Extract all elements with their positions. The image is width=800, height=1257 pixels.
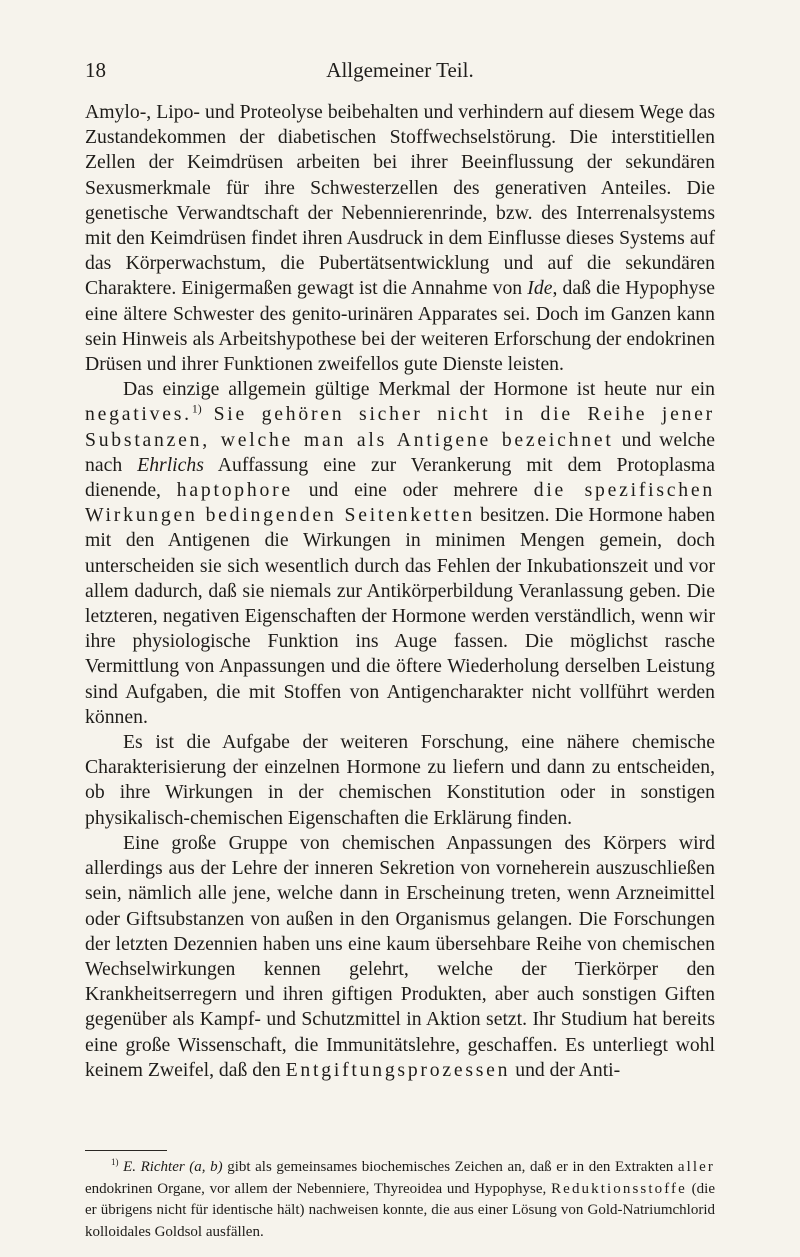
paragraph-2-text-f: Auffassung eine zur Verankerung mit dem Protoplasma dienende,	[85, 453, 715, 502]
footnote-text-a: gibt als gemeinsames biochemisches Zeichen an, daß er in den Extrakten	[222, 1159, 678, 1175]
footnote-text-e: (die er übrigens nicht für identische hält) nachweisen konnte, die aus einer Lösung von Gold-Natriumchlorid kolloidales Goldsol ausfällen.	[85, 1180, 716, 1240]
page-header	[85, 58, 715, 88]
footnote-reference: 1)	[191, 401, 202, 416]
author-name-ehrlich: Ehrlichs	[137, 453, 204, 476]
running-head: Allgemeiner Teil.	[326, 58, 474, 82]
footnote-marker: 1)	[111, 1157, 119, 1167]
paragraph-2-text-e: und welche nach	[85, 428, 715, 476]
footnote-text-c: endokrinen Organe, vor allem der Nebenniere, Thyreoidea und Hypophyse,	[85, 1180, 552, 1197]
emphasis-antigene: Sie gehören sicher nicht in die Reihe jener Substanzen, welche man als Antigene bezeichnet	[85, 403, 715, 451]
body-text	[85, 100, 715, 1083]
author-name-ide: Ide	[527, 277, 553, 300]
emphasis-entgiftungsprozessen: Entgiftungsprozessen	[285, 1058, 511, 1081]
paragraph-3	[85, 730, 715, 831]
paragraph-1-end: , daß die Hypophyse eine ältere Schwester des genito-urinären Apparates sei. Doch im Ganzen kann sein Hinweis als Arbeitshypothese bei der weiteren Erforschung der endokrinen Drüsen und ihrer Funktionen zweifellos gute Dienste leisten.	[85, 277, 715, 376]
paragraph-2-text-h: und eine oder mehrere	[292, 479, 534, 502]
paragraph-4-text: Eine große Gruppe von chemischen Anpassungen des Körpers wird allerdings aus der Lehre der inneren Sekretion von vorneherein auszuschließen sein, nämlich alle jene, welche dann in Erscheinung treten, wenn Arzneimittel oder Giftsubstanzen von außen in den Organismus gelangen. Die Forschungen der letzten Dezennien haben uns eine kaum übersehbare Reihe von chemischen Wechselwirkungen kennen gelehrt, welche der Tierkörper den Krankheitserregern und ihren giftigen Produkten, aber auch sonstigen Giften gegenüber als Kampf- und Schutzmittel in Aktion setzt. Ihr Studium hat bereits eine große Wissenschaft, die Immunitätslehre, geschaffen. Es unterliegt wohl keinem Zweifel, daß den	[85, 831, 715, 1081]
footnote	[85, 1157, 715, 1243]
footnote-emphasis-aller: aller	[677, 1159, 715, 1175]
footnote-emphasis-reduktionsstoffe: Reduktionsstoffe	[551, 1180, 687, 1197]
paragraph-2	[85, 377, 715, 730]
paragraph-1-text: Amylo-, Lipo- und Proteolyse beibehalten und verhindern auf diesem Wege das Zustandekommen der diabetischen Stoffwechselstörung. Die interstitiellen Zellen der Keimdrüsen arbeiten bei ihrer Beeinflussung der sekundären Sexusmerkmale für ihre Schwesterzellen des generativen Anteiles. Die genetische Verwandtschaft der Nebennierenrinde, bzw. des Interrenalsystems mit den Keimdrüsen findet ihren Ausdruck in dem Einflusse dieses Systems auf das Körperwachstum, die Pubertätsentwicklung und auf die sekundären Charaktere. Einigermaßen gewagt ist die Annahme von	[85, 101, 715, 300]
paragraph-4-end: und der Anti-	[510, 1058, 621, 1081]
emphasis-seitenketten: die spezifischen Wirkungen bedingenden Seitenketten	[85, 479, 715, 527]
paragraph-3-text: Es ist die Aufgabe der weiteren Forschung, eine nähere chemische Charakterisierung der einzelnen Hormone zu liefern und dann zu entscheiden, ob ihre Wirkungen in der chemischen Konstitution oder in sonstigen physikalisch-chemischen Eigenschaften die Erklärung finden.	[85, 731, 715, 829]
emphasis-negatives: negatives.	[85, 403, 192, 426]
paragraph-1	[85, 100, 715, 377]
page-number: 18	[85, 58, 106, 82]
footnote-rule	[85, 1150, 167, 1151]
paragraph-2-text-j: besitzen. Die Hormone haben mit den Antigenen die Wirkungen in minimen Mengen gemein, doch unterscheiden sie sich wesentlich durch das Fehlen der Inkubationszeit und vor allem dadurch, daß sie niemals zur Antikörperbildung Veranlassung geben. Die letzteren, negativen Eigenschaften der Hormone werden verständlich, wenn wir ihre physiologische Funktion ins Auge fassen. Die möglichst rasche Vermittlung von Anpassungen und die öftere Wiederholung derselben Leistung sind Aufgaben, die mit Stoffen von Antigencharakter nicht vollführt werden können.	[85, 504, 716, 728]
emphasis-haptophore: haptophore	[176, 479, 293, 502]
paragraph-2-space	[202, 403, 214, 425]
footnote-author: E. Richter (a, b)	[123, 1159, 223, 1175]
paragraph-2-text-a: Das einzige allgemein gültige Merkmal der Hormone ist heute nur ein	[123, 378, 715, 401]
paragraph-4	[85, 831, 715, 1083]
